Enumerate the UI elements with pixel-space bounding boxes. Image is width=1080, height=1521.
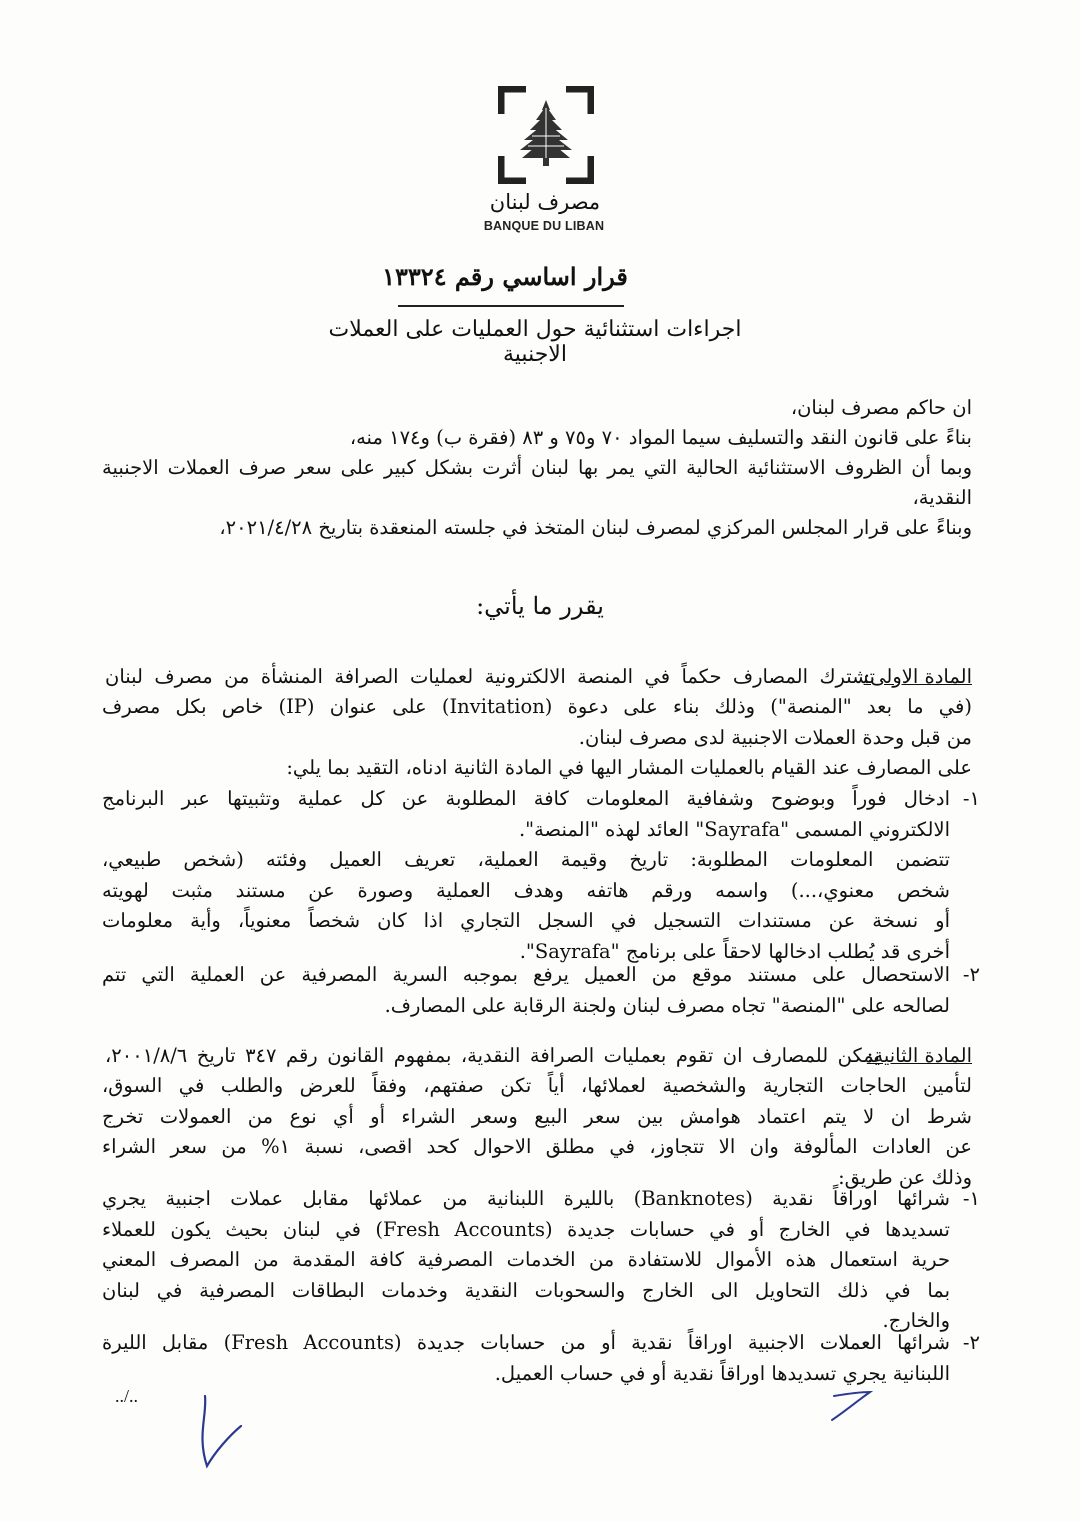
decree-number: قرار اساسي رقم ١٣٣٢٤: [382, 262, 628, 291]
article-1-label: المادة الاولى:: [863, 665, 972, 688]
continuation-mark: ../..: [115, 1386, 139, 1406]
item-line: شخص معنوي،...) واسمه ورقم هاتفه وهدف العملية وصورة عن مستند مثبت لهويته: [102, 878, 950, 902]
item-line: بما في ذلك التحاويل الى الخارج والسحوبات النقدية وخدمات البطاقات المصرفية في لبنان: [102, 1278, 950, 1302]
item-line: تتضمن المعلومات المطلوبة: تاريخ وقيمة العملية، تعريف العميل وفئته (شخص طبيعي،: [102, 848, 950, 871]
logo-name-french: BANQUE DU LIBAN: [483, 219, 605, 233]
preamble-line: وبما أن الظروف الاستثنائية الحالية التي يمر بها لبنان أثرت بشكل كبير على سعر صرف العملات الاجنبية: [102, 456, 972, 479]
item-line: شرائها العملات الاجنبية اوراقاً نقدية أو من حسابات جديدة (Fresh Accounts) مقابل الليرة: [102, 1331, 950, 1354]
preamble-line: ان حاكم مصرف لبنان،: [790, 396, 972, 419]
item-number: ٢-: [962, 1331, 980, 1354]
item-line: تسديدها في الخارج أو في حسابات جديدة (Fresh Accounts) في لبنان بحيث يكون للعملاء: [102, 1217, 950, 1241]
article-1-item-1: [102, 784, 980, 967]
article-1-item-2: [102, 960, 980, 1021]
signature-initial-right: [826, 1388, 876, 1424]
decree-subject: اجراءات استثنائية حول العمليات على العملات الاجنبية: [328, 317, 742, 367]
article-line: (في ما بعد "المنصة") وذلك بناء على دعوة (Invitation) على عنوان (IP) خاص بكل مصرف: [102, 695, 972, 718]
article-2-item-2: [102, 1328, 980, 1389]
article-line: لتأمين الحاجات التجارية والشخصية لعملائها، أياً تكن صفتهم، وفقاً للعرض والطلب في السوق،: [102, 1074, 972, 1097]
item-line: والخارج.: [882, 1309, 950, 1332]
item-line: أخرى قد يُطلب ادخالها لاحقاً على برنامج "Sayrafa".: [519, 939, 950, 963]
article-1-body: [105, 662, 875, 693]
resolves-heading: يقرر ما يأتي:: [476, 592, 604, 620]
item-line: شرائها اوراقاً نقدية (Banknotes) بالليرة اللبنانية من عملائها مقابل عملات اجنبية يجري: [102, 1187, 951, 1210]
preamble-line: النقدية،: [912, 486, 972, 509]
item-number: ١-: [962, 787, 980, 810]
item-line: الاستحصال على مستند موقع من العميل يرفع بموجبه السرية المصرفية عن العملية التي تتم: [102, 963, 950, 986]
article-2-label: المادة الثانية:: [866, 1044, 972, 1067]
article-line: شرط ان لا يتم اعتماد هوامش بين سعر البيع وسعر الشراء أو أي نوع من العمولات تخرج: [102, 1104, 972, 1128]
article-2-continuation: [102, 1071, 972, 1193]
article-2-item-1: [102, 1184, 980, 1337]
logo-name-arabic: مصرف لبنان: [489, 190, 601, 214]
item-line: اللبنانية يجري تسديدها اوراقاً نقدية أو في حساب العميل.: [494, 1361, 950, 1385]
item-line: لصالحه على "المنصة" تجاه مصرف لبنان ولجنة الرقابة على المصارف.: [384, 993, 950, 1017]
item-number: ٢-: [962, 963, 980, 986]
signature-initial-left: [185, 1392, 245, 1472]
preamble-line: وبناءً على قرار المجلس المركزي لمصرف لبنان المتخذ في جلسته المنعقدة بتاريخ ٢٠٢١/٤/٢٨،: [219, 516, 972, 539]
article-1-continuation: [102, 692, 972, 784]
item-line: أو نسخة عن مستندات التسجيل في السجل التجاري اذا كان شخصاً معنوياً، وأية معلومات: [102, 909, 950, 932]
article-line: عن العادات المألوفة وان الا تتجاوز، في مطلق الاحوال كحد اقصى، نسبة ١% من سعر الشراء: [102, 1135, 972, 1158]
article-2-body: [105, 1041, 880, 1072]
preamble: [102, 393, 972, 543]
header-divider: [398, 305, 624, 307]
item-line: الالكتروني المسمى "Sayrafa" العائد لهذه "المنصة".: [518, 817, 950, 841]
article-line: تشترك المصارف حكماً في المنصة الالكترونية لعمليات الصرافة المنشأة من مصرف لبنان: [105, 665, 875, 688]
cedar-logo: [498, 86, 594, 184]
article-line: وذلك عن طريق:: [838, 1165, 972, 1189]
item-number: ١-: [962, 1187, 980, 1210]
article-1-intro: على المصارف عند القيام بالعمليات المشار اليها في المادة الثانية ادناه، التقيد بما يلي:: [286, 756, 972, 779]
item-line: ادخال فوراً وبوضوح وشفافية المعلومات كافة المطلوبة عن كل عملية وتثبيتها عبر البرنامج: [102, 787, 950, 810]
item-line: حرية استعمال هذه الأموال للاستفادة من الخدمات المصرفية كافة المقدمة من المصرف المعني: [102, 1248, 950, 1271]
article-line: من قبل وحدة العملات الاجنبية لدى مصرف لبنان.: [578, 725, 972, 749]
article-line: يمكن للمصارف ان تقوم بعمليات الصرافة النقدية، بمفهوم القانون رقم ٣٤٧ تاريخ ٢٠٠١/٨/٦،: [105, 1044, 880, 1067]
preamble-line: بناءً على قانون النقد والتسليف سيما المواد ٧٠ و٧٥ و ٨٣ (فقرة ب) و١٧٤ منه،: [349, 426, 972, 449]
